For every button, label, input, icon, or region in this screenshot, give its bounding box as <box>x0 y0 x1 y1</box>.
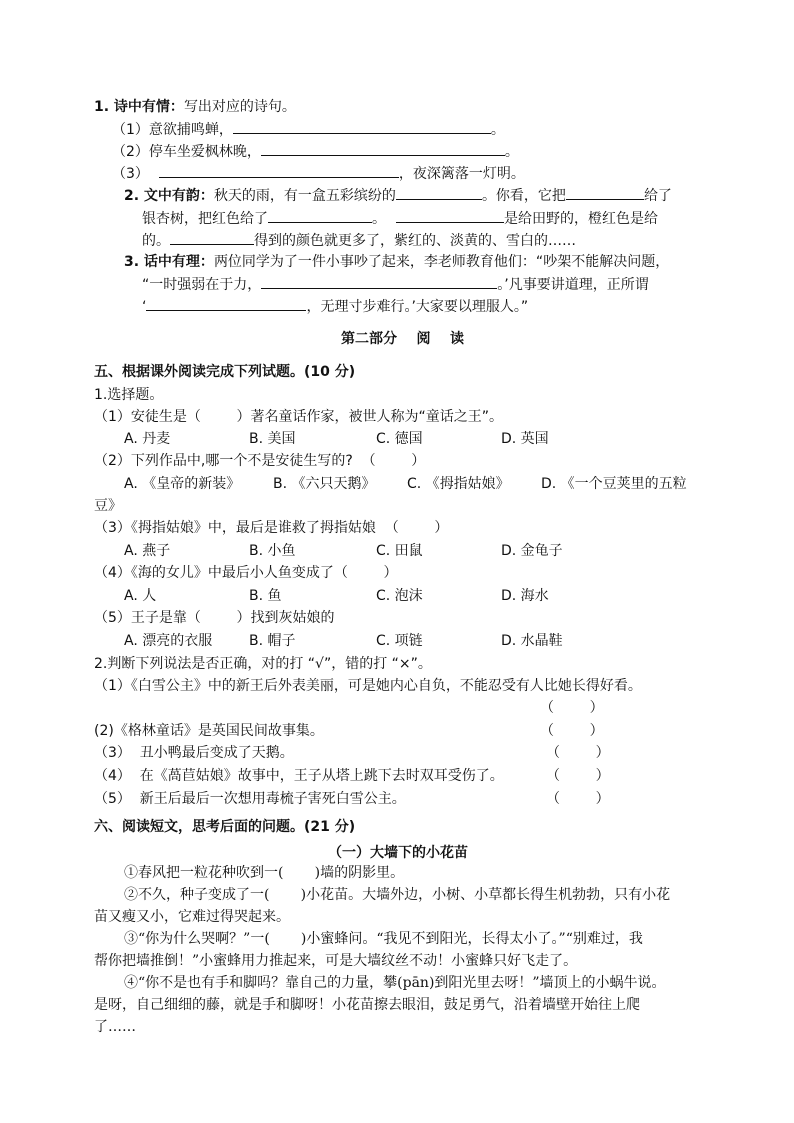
passage-paragraph-2: ②不久，种子变成了一( )小花苗。大墙外边，小树、小草都长得生机勃勃，只有小花 <box>124 887 671 903</box>
q5-option[interactable]: B. 鱼 <box>249 588 282 604</box>
q5-option[interactable]: D. 海水 <box>501 588 549 604</box>
s3-line-2 <box>142 274 649 295</box>
q5-sub-2: 2.判断下列说法是否正确，对的打 “√”，错的打 “×”。 <box>94 656 432 672</box>
answer-paren[interactable]: （ ） <box>546 745 610 761</box>
s3-text: 。’凡事要讲道理，正所谓 <box>497 277 649 293</box>
s1-item-3 <box>112 163 525 184</box>
q5-option[interactable]: C. 泡沫 <box>376 588 423 604</box>
s2-text: 银杏树，把红色给了 <box>142 211 268 227</box>
passage-paragraph-2-cont: 苗又瘦又小，它难过得哭起来。 <box>94 909 290 925</box>
judge-1: （1）《白雪公主》中的新王后外表美丽，可是她内心自负，不能忍受有人比她长得好看。 <box>94 678 642 694</box>
answer-paren[interactable]: （ ） <box>546 791 610 807</box>
s1-instruction: 写出对应的诗句。 <box>183 99 296 115</box>
s2-line-3 <box>142 230 576 251</box>
s1-item-1-text: （1）意欲捕鸣蝉， <box>112 122 233 138</box>
passage-paragraph-1: ①春风把一粒花种吹到一( )墙的阴影里。 <box>124 865 405 881</box>
passage-paragraph-4-end: 了…… <box>94 1019 136 1035</box>
passage-title: （一）大墙下的小花苗 <box>328 845 468 861</box>
s3-line-1 <box>124 252 669 272</box>
answer-paren[interactable]: （ ） <box>540 700 604 716</box>
s2-line-1 <box>124 185 672 206</box>
passage-paragraph-3: ③“你为什么哭啊？”一( )小蜜蜂问。“我见不到阳光，长得太小了。”“别难过，我 <box>124 931 643 947</box>
answer-blank[interactable] <box>566 185 644 200</box>
judge-2: (2)《格林童话》是英国民间故事集。 <box>94 723 324 739</box>
answer-paren[interactable]: （ ） <box>546 768 610 784</box>
s3-text: ，无理寸步难行。’大家要以理服人。” <box>306 299 529 315</box>
q5-question-2: （2）下列作品中,哪一个不是安徒生写的? （ ） <box>94 453 426 469</box>
s1-item-3-text: ，夜深篱落一灯明。 <box>398 166 525 182</box>
q5-question-5: （5）王子是靠（ ）找到灰姑娘的 <box>94 610 335 626</box>
q5-question-1: （1）安徒生是（ ）著名童话作家，被世人称为“童话之王”。 <box>94 409 504 425</box>
q5-heading: 五、根据课外阅读完成下列试题。(10 分) <box>94 364 356 380</box>
s2-text: 。你看，它把 <box>481 188 566 204</box>
q5-option[interactable]: A. 燕子 <box>124 543 171 559</box>
q5-option[interactable]: C. 德国 <box>376 431 423 447</box>
q5-option[interactable]: D. 《一个豆荚里的五粒 <box>541 476 687 492</box>
s2-heading: 2. 文中有韵： <box>124 188 214 204</box>
q5-option[interactable]: B. 《六只天鹅》 <box>273 476 376 492</box>
answer-blank[interactable] <box>159 163 399 178</box>
q5-option[interactable]: C. 《拇指姑娘》 <box>407 476 510 492</box>
s3-heading: 3. 话中有理： <box>124 254 214 270</box>
q5-option[interactable]: A. 人 <box>124 588 157 604</box>
q5-option[interactable]: A. 丹麦 <box>124 431 171 447</box>
s2-text: 的。 <box>142 233 170 249</box>
judge-4: （4） 在《萵苣姑娘》故事中，王子从塔上跳下去时双耳受伤了。 <box>94 768 504 784</box>
s2-text: 得到的颜色就更多了，紫红的、淡黄的、雪白的…… <box>254 233 576 249</box>
judge-5: （5） 新王后最后一次想用毒梳子害死白雪公主。 <box>94 791 406 807</box>
s2-text: 是给田野的，橙红色是给 <box>504 211 658 227</box>
s2-text: 。 <box>372 211 386 227</box>
answer-blank[interactable] <box>261 141 505 156</box>
q5-option[interactable]: A. 《皇帝的新装》 <box>124 476 241 492</box>
q6-heading: 六、阅读短文，思考后面的问题。(21 分) <box>94 819 356 835</box>
s1-item-1 <box>112 119 505 140</box>
q5-option[interactable]: A. 漂亮的衣服 <box>124 633 213 649</box>
q5-option[interactable]: D. 英国 <box>501 431 549 447</box>
passage-paragraph-3-cont: 帮你把墙推倒！”小蜜蜂用力推起来，可是大墙纹丝不动！小蜜蜂只好飞走了。 <box>94 953 578 969</box>
q5-option[interactable]: C. 项链 <box>376 633 423 649</box>
passage-paragraph-4-cont: 是呀，自己细细的藤，就是手和脚呀！小花苗擦去眼泪，鼓足勇气，沿着墙壁开始往上爬 <box>94 997 640 1013</box>
s1-item-2-text: （2）停车坐爱枫林晚， <box>112 144 261 160</box>
s1-item-1-end: 。 <box>490 122 505 138</box>
answer-blank[interactable] <box>170 230 254 245</box>
part-2-heading: 第二部分 阅 读 <box>341 331 464 347</box>
s3-line-3 <box>142 296 528 317</box>
s2-line-2 <box>142 208 658 229</box>
s1-line-heading <box>94 97 296 117</box>
s1-item-3-num: （3） <box>112 166 149 182</box>
answer-blank[interactable] <box>268 208 372 223</box>
answer-blank[interactable] <box>261 274 497 289</box>
answer-paren[interactable]: （ ） <box>540 723 604 739</box>
answer-blank[interactable] <box>233 119 491 134</box>
answer-blank[interactable] <box>146 296 306 311</box>
s1-item-2 <box>112 141 519 162</box>
s3-text: ‘ <box>142 299 147 315</box>
s3-text: “一时强弱在于力， <box>142 277 262 293</box>
passage-paragraph-4: ④“你不是也有手和脚吗？靠自己的力量，攀(pān)到阳光里去呀！”墙顶上的小蜗牛说。 <box>124 975 666 991</box>
q5-option[interactable]: B. 美国 <box>249 431 296 447</box>
s3-text: 两位同学为了一件小事吵了起来，李老师教育他们：“吵架不能解决问题， <box>213 254 670 270</box>
q5-question-3: （3）《拇指姑娘》中，最后是谁救了拇指姑娘 （ ） <box>94 520 449 536</box>
q5-question-4: （4）《海的女儿》中最后小人鱼变成了（ ） <box>94 565 398 581</box>
s1-item-2-end: 。 <box>504 144 519 160</box>
q5-option[interactable]: C. 田鼠 <box>376 543 423 559</box>
q5-option[interactable]: B. 帽子 <box>249 633 296 649</box>
q5-option[interactable]: D. 金龟子 <box>501 543 563 559</box>
q5-sub-1: 1.选择题。 <box>94 387 164 403</box>
q5-option[interactable]: B. 小鱼 <box>249 543 296 559</box>
q5-option[interactable]: D. 水晶鞋 <box>501 633 563 649</box>
q5-option-continued: 豆》 <box>94 498 122 514</box>
answer-blank[interactable] <box>396 185 482 200</box>
answer-blank[interactable] <box>396 208 504 223</box>
judge-3: （3） 丑小鸭最后变成了天鹅。 <box>94 745 294 761</box>
s1-heading: 1. 诗中有情： <box>94 99 184 115</box>
s2-text: 秋天的雨，有一盒五彩缤纷的 <box>213 188 396 204</box>
s2-text: 给了 <box>643 188 672 204</box>
